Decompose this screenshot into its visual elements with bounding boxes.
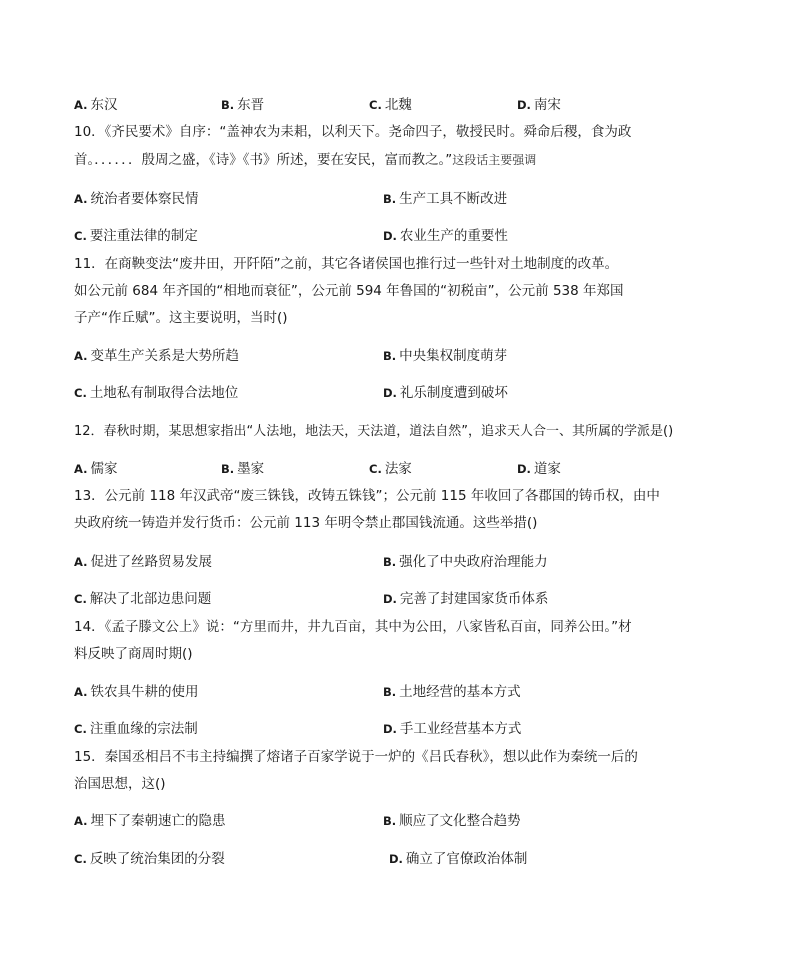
q15-stem-line1: 15．秦国丞相吕不韦主持编撰了熔诸子百家学说于一炉的《吕氏春秋》，想以此作为秦统一后的 — [74, 749, 638, 765]
q12-option-c: C. 法家 — [369, 461, 412, 477]
q15-option-b: B. 顺应了文化整合趋势 — [383, 813, 521, 829]
q13-stem-line2: 央政府统一铸造并发行货币：公元前 113 年明令禁止郡国钱流通。这些举措() — [74, 515, 538, 531]
q13-option-b: B. 强化了中央政府治理能力 — [383, 554, 548, 570]
q12-option-d: D. 道家 — [517, 461, 561, 477]
q15-option-d: D. 确立了官僚政治体制 — [389, 851, 528, 867]
q13-option-a: A. 促进了丝路贸易发展 — [74, 554, 212, 570]
q11-option-b: B. 中央集权制度萌芽 — [383, 348, 508, 364]
q9-option-a: A. 东汉 — [74, 97, 118, 113]
q15-stem-line2: 治国思想，这() — [74, 776, 166, 792]
q9-option-d: D. 南宋 — [517, 97, 561, 113]
q11-stem-line3: 子产“作丘赋”。这主要说明，当时() — [74, 310, 288, 326]
q10-option-a: A. 统治者要体察民情 — [74, 191, 199, 207]
q12-stem-line1: 12．春秋时期，某思想家指出“人法地，地法天，天法道，道法自然”，追求天人合一、其所属的学派是() — [74, 424, 674, 439]
q11-stem-line2: 如公元前 684 年齐国的“相地而衰征”，公元前 594 年鲁国的“初税亩”，公元前 538 年郑国 — [74, 283, 624, 299]
q11-stem-line1: 11．在商鞅变法“废井田，开阡陌”之前，其它各诸侯国也推行过一些针对土地制度的改革。 — [74, 256, 619, 272]
q12-option-b: B. 墨家 — [221, 461, 265, 477]
q14-option-d: D. 手工业经营基本方式 — [383, 721, 522, 737]
q10-stem-line1: 10．《齐民要术》自序：“盖神农为耒耜，以利天下。尧命四子，敬授民时。舜命后稷，食为政 — [74, 124, 632, 140]
q14-option-c: C. 注重血缘的宗法制 — [74, 721, 198, 737]
q14-option-b: B. 土地经营的基本方式 — [383, 684, 521, 700]
q10-option-c: C. 要注重法律的制定 — [74, 228, 198, 244]
q15-option-c: C. 反映了统治集团的分裂 — [74, 851, 225, 867]
q10-option-b: B. 生产工具不断改进 — [383, 191, 508, 207]
q10-option-d: D. 农业生产的重要性 — [383, 228, 508, 244]
q14-stem-line2: 料反映了商周时期() — [74, 646, 193, 662]
q12-option-a: A. 儒家 — [74, 461, 118, 477]
q15-option-a: A. 埋下了秦朝速亡的隐患 — [74, 813, 226, 829]
q13-stem-line1: 13．公元前 118 年汉武帝“废三铢钱，改铸五铢钱”；公元前 115 年收回了各郡国的铸币权，由中 — [74, 488, 660, 504]
q14-stem-line1: 14．《孟子滕文公上》说：“方里而井，井九百亩，其中为公田，八家皆私百亩，同养公田。”材 — [74, 619, 632, 635]
q14-option-a: A. 铁农具牛耕的使用 — [74, 684, 199, 700]
q10-stem-line2: 首。．．．．．．殷周之盛，《诗》《书》所述，要在安民，富而教之。”这段话主要强调 — [74, 152, 537, 168]
q9-option-b: B. 东晋 — [221, 97, 265, 113]
q13-option-c: C. 解决了北部边患问题 — [74, 591, 212, 607]
q13-option-d: D. 完善了封建国家货币体系 — [383, 591, 549, 607]
q9-option-c: C. 北魏 — [369, 97, 412, 113]
q11-option-d: D. 礼乐制度遭到破坏 — [383, 385, 508, 401]
q11-option-c: C. 土地私有制取得合法地位 — [74, 385, 239, 401]
q11-option-a: A. 变革生产关系是大势所趋 — [74, 348, 239, 364]
